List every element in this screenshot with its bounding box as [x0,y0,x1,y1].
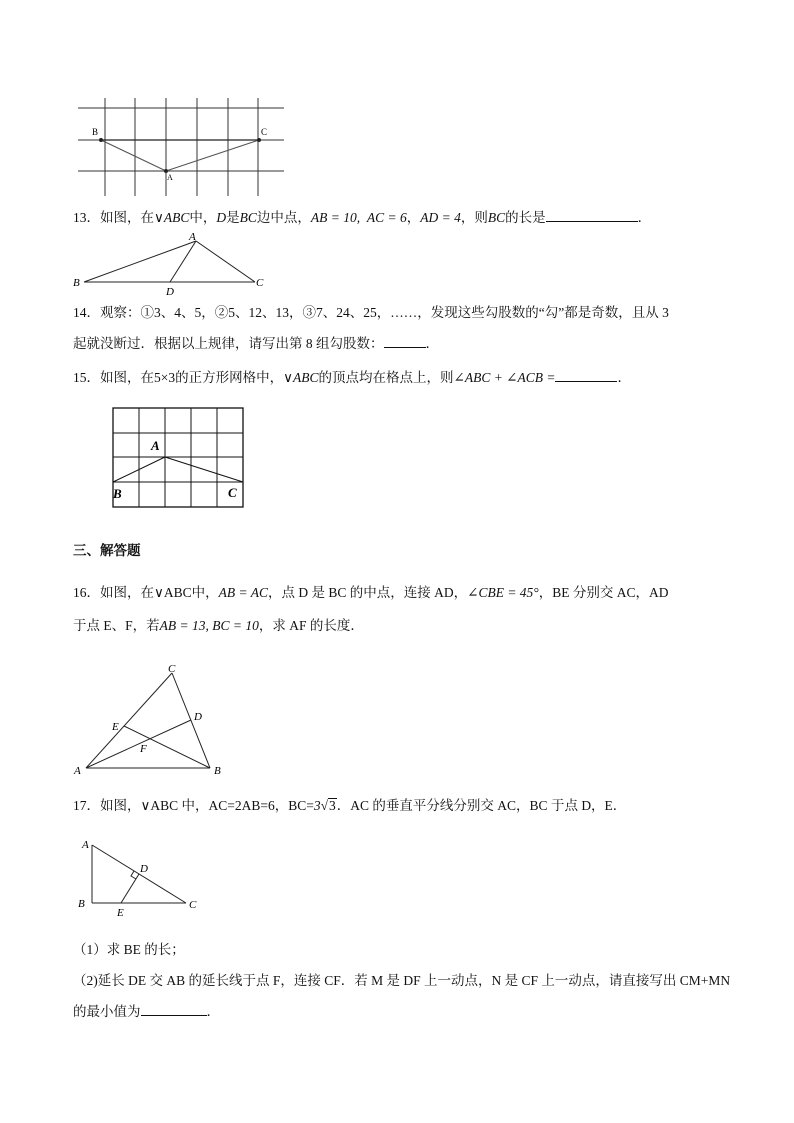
q13-label-a: A [189,232,196,243]
q14-line1: 14．观察：①3、4、5，②5、12、13，③7、24、25，……，发现这些勾股数的“勾”都是奇数，且从 3 [73,305,669,320]
q15-answer-blank[interactable] [555,367,617,382]
q12-label-a: A [167,173,173,182]
q17-label-b: B [78,898,85,910]
q16-label-d: D [194,711,202,723]
q16-line2: 于点 E、F，若AB = 13, BC = 10，求 AF 的长度． [73,618,364,633]
q16-label-c: C [168,663,176,675]
q16-label-a: A [74,765,81,777]
q16-label-e: E [112,721,119,733]
q17-line1: 17．如图，∨ABC 中，AC=2AB=6，BC=3√3．AC 的垂直平分线分别交 AC，BC 于点 D，E． [73,796,626,816]
q14-answer-blank[interactable] [384,333,426,348]
q13-answer-blank[interactable] [546,207,638,222]
q15-label-b: B [113,486,122,501]
q13-label-d: D [166,286,174,297]
q17-label-a: A [82,839,89,851]
q17-label-d: D [140,863,148,875]
q15-label-c: C [228,485,237,500]
q13-text: 13．如图，在∨ABC中，D是BC边中点，AB = 10, AC = 6，AD = 4，则BC的长是 ． [73,207,651,228]
q12-grid-figure [78,98,286,198]
q14-line2: 起就没断过．根据以上规律，请写出第 8 组勾股数： ． [73,333,439,354]
q15-label-a: A [151,438,160,453]
q17-part2b: 的最小值为 ． [73,1001,220,1022]
section-title-answers: 三、解答题 [73,543,141,558]
q17-part2: （2)延长 DE 交 AB 的延长线于点 F，连接 CF．若 M 是 DF 上一动点，N 是 CF 上一动点，请直接写出 CM+MN [73,973,731,988]
q12-label-c: C [261,127,268,137]
q12-label-b: B [92,127,99,137]
q12-triangle [101,140,259,171]
q17-answer-blank[interactable] [141,1001,207,1016]
q15-text: 15．如图，在5×3的正方形网格中，∨ABC的顶点均在格点上，则∠ABC + ∠ACB = ． [73,367,631,388]
q13-label-b: B [73,277,80,289]
q17-label-e: E [117,907,124,919]
q16-label-b: B [214,765,221,777]
q13-label-c: C [256,277,264,289]
q17-part1: （1）求 BE 的长； [73,942,185,957]
q17-label-c: C [189,899,197,911]
q16-triangle-figure [70,660,235,780]
q13-triangle-figure [70,232,280,297]
q16-label-f: F [140,743,147,755]
q16-line1: 16．如图，在∨ABC中，AB = AC，点 D 是 BC 的中点，连接 AD，∠CBE = 45°，BE 分别交 AC，AD [73,585,669,600]
q12-grid-lines [78,98,284,196]
sqrt-sign: √3 [320,798,336,813]
q15-grid-figure [110,406,248,510]
q17-triangle-figure [74,834,204,920]
